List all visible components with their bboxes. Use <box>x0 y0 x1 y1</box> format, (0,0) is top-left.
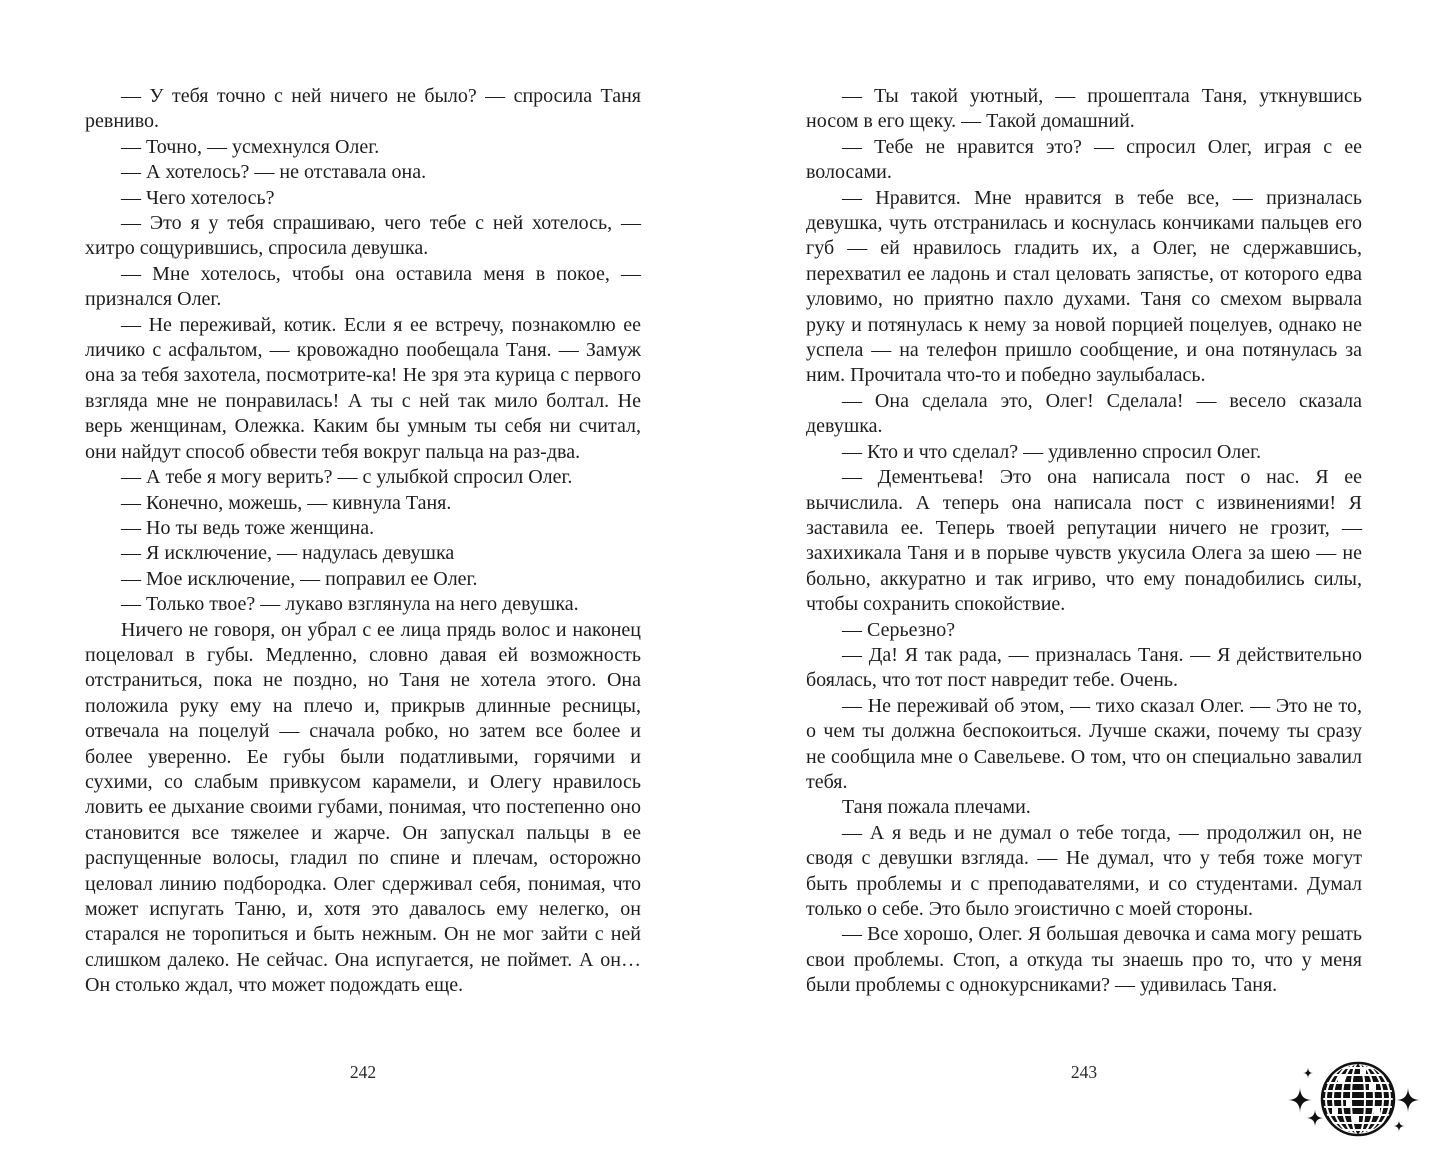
sparkle-icon <box>1396 1087 1420 1113</box>
paragraph: — Кто и что сделал? — удивленно спросил Олег. <box>842 440 1262 463</box>
paragraph: — Я исключение, — надулась девушка <box>121 542 455 565</box>
paragraph: — Ты такой уютный, — прошептала Таня, уткнувшись носом в его щеку. — Такой домашний. <box>806 85 1362 133</box>
paragraph: — Тебе не нравится это? — спросил Олег, играя с ее волосами. <box>806 135 1362 184</box>
page-number-right: 243 <box>1070 1062 1098 1082</box>
paragraph: — Да! Я так рада, — призналась Таня. — Я действительно боялась, что тот пост навредит тебе. Очень. <box>806 643 1362 692</box>
paragraph: — Не переживай, котик. Если я ее встречу, познакомлю ее личико с асфальтом, — кровожадно пообещала Таня. — Замуж она за тебя захотела, посмотрите-ка! Не зря эта курица с первого взгляда мне не понравилась! А ты с ней так мило болтал. Не верь женщинам, Олежка. Каким бы умным ты себя ни считал, они найдут способ обвести тебя вокруг пальца на раз-два. <box>85 313 641 463</box>
sparkle-icon <box>1306 1109 1324 1127</box>
sparkle-icon <box>1393 1120 1405 1132</box>
page-right-text <box>806 84 1362 999</box>
paragraph: — У тебя точно с ней ничего не было? — спросила Таня ревниво. <box>85 85 641 133</box>
paragraph: — А хотелось? — не отставала она. <box>121 161 427 184</box>
paragraph: — Дементьева! Это она написала пост о нас. Я ее вычислила. А теперь она написала пост с извинениями! Я заставила ее. Теперь твоей репутации ничего не грозит, — захихикала Таня и в порыве чувств укусила Олега за шею — не больно, аккуратно и так игриво, что ему понадобились силы, чтобы сохранить спокойствие. <box>806 466 1362 616</box>
paragraph: — Не переживай об этом, — тихо сказал Олег. — Это не то, о чем ты должна беспокоиться. Лучше скажи, почему ты сразу не сообщила мне о Савельеве. О том, что он специально завалил тебя. <box>806 694 1362 793</box>
disco-ball-icon <box>1286 1054 1445 1156</box>
sparkle-icon <box>1303 1067 1313 1079</box>
paragraph: — Только твое? — лукаво взглянула на него девушка. <box>121 593 579 616</box>
paragraph: — Точно, — усмехнулся Олег. <box>121 135 380 158</box>
paragraph: — Конечно, можешь, — кивнула Таня. <box>121 491 452 514</box>
paragraph: — Мое исключение, — поправил ее Олег. <box>121 567 478 590</box>
sparkle-icon <box>1288 1087 1312 1113</box>
paragraph: — Все хорошо, Олег. Я большая девочка и сама могу решать свои проблемы. Стоп, а откуда ты знаешь про то, что у меня были проблемы с однокурсниками? — удивилась Таня. <box>806 923 1362 997</box>
paragraph: — Она сделала это, Олег! Сделала! — весело сказала девушка. <box>806 389 1362 438</box>
paragraph: — А тебе я могу верить? — с улыбкой спросил Олег. <box>121 466 573 489</box>
paragraph: — Чего хотелось? <box>121 186 275 209</box>
page-number-left: 242 <box>349 1062 377 1082</box>
paragraph: Таня пожала плечами. <box>842 796 1031 819</box>
paragraph: — Это я у тебя спрашиваю, чего тебе с ней хотелось, — хитро сощурившись, спросила девушка. <box>85 212 641 260</box>
paragraph: — Нравится. Мне нравится в тебе все, — призналась девушка, чуть отстранилась и коснулась кончиками пальцев его губ — ей нравилось гладить их, а Олег, не сдержавшись, перехватил ее ладонь и стал целовать запястье, от которого едва уловимо, но приятно пахло духами. Таня со смехом вырвала руку и потянулась к нему за новой порцией поцелуев, однако не успела — на телефон пришло сообщение, и она потянулась за ним. Прочитала что-то и победно заулыбалась. <box>806 186 1362 387</box>
page-left-text <box>85 84 641 999</box>
paragraph: — Серьезно? <box>842 618 956 641</box>
paragraph: — А я ведь и не думал о тебе тогда, — продолжил он, не сводя с девушки взгляда. — Не думал, что у тебя тоже могут быть проблемы и с преподавателями, и со студентами. Думал только о себе. Это было эгоистично с моей стороны. <box>806 821 1362 920</box>
paragraph: — Но ты ведь тоже женщина. <box>121 516 375 539</box>
paragraph: Ничего не говоря, он убрал с ее лица прядь волос и наконец поцеловал в губы. Медленно, словно давая ей возможность отстраниться, пока не поздно, но Таня не хотела этого. Она положила руку ему на плечо и, прикрыв длинные ресницы, отвечала на поцелуй — сначала робко, но затем все более и более уверенно. Ее губы были податливыми, горячими и сухими, со слабым привкусом карамели, и Олегу нравилось ловить ее дыхание своими губами, понимая, что постепенно оно становится все тяжелее и жарче. Он запускал пальцы в ее распущенные волосы, гладил по спине и плечам, осторожно целовал линию подбородка. Олег сдерживал себя, понимая, что может испугать Таню, и, хотя это давалось ему нелегко, он старался не торопиться и быть нежным. Он не мог зайти с ней слишком далеко. Не сейчас. Она испугается, не поймет. А он… Он столько ждал, что может подождать еще. <box>85 618 641 997</box>
paragraph: — Мне хотелось, чтобы она оставила меня в покое, — признался Олег. <box>85 262 641 311</box>
